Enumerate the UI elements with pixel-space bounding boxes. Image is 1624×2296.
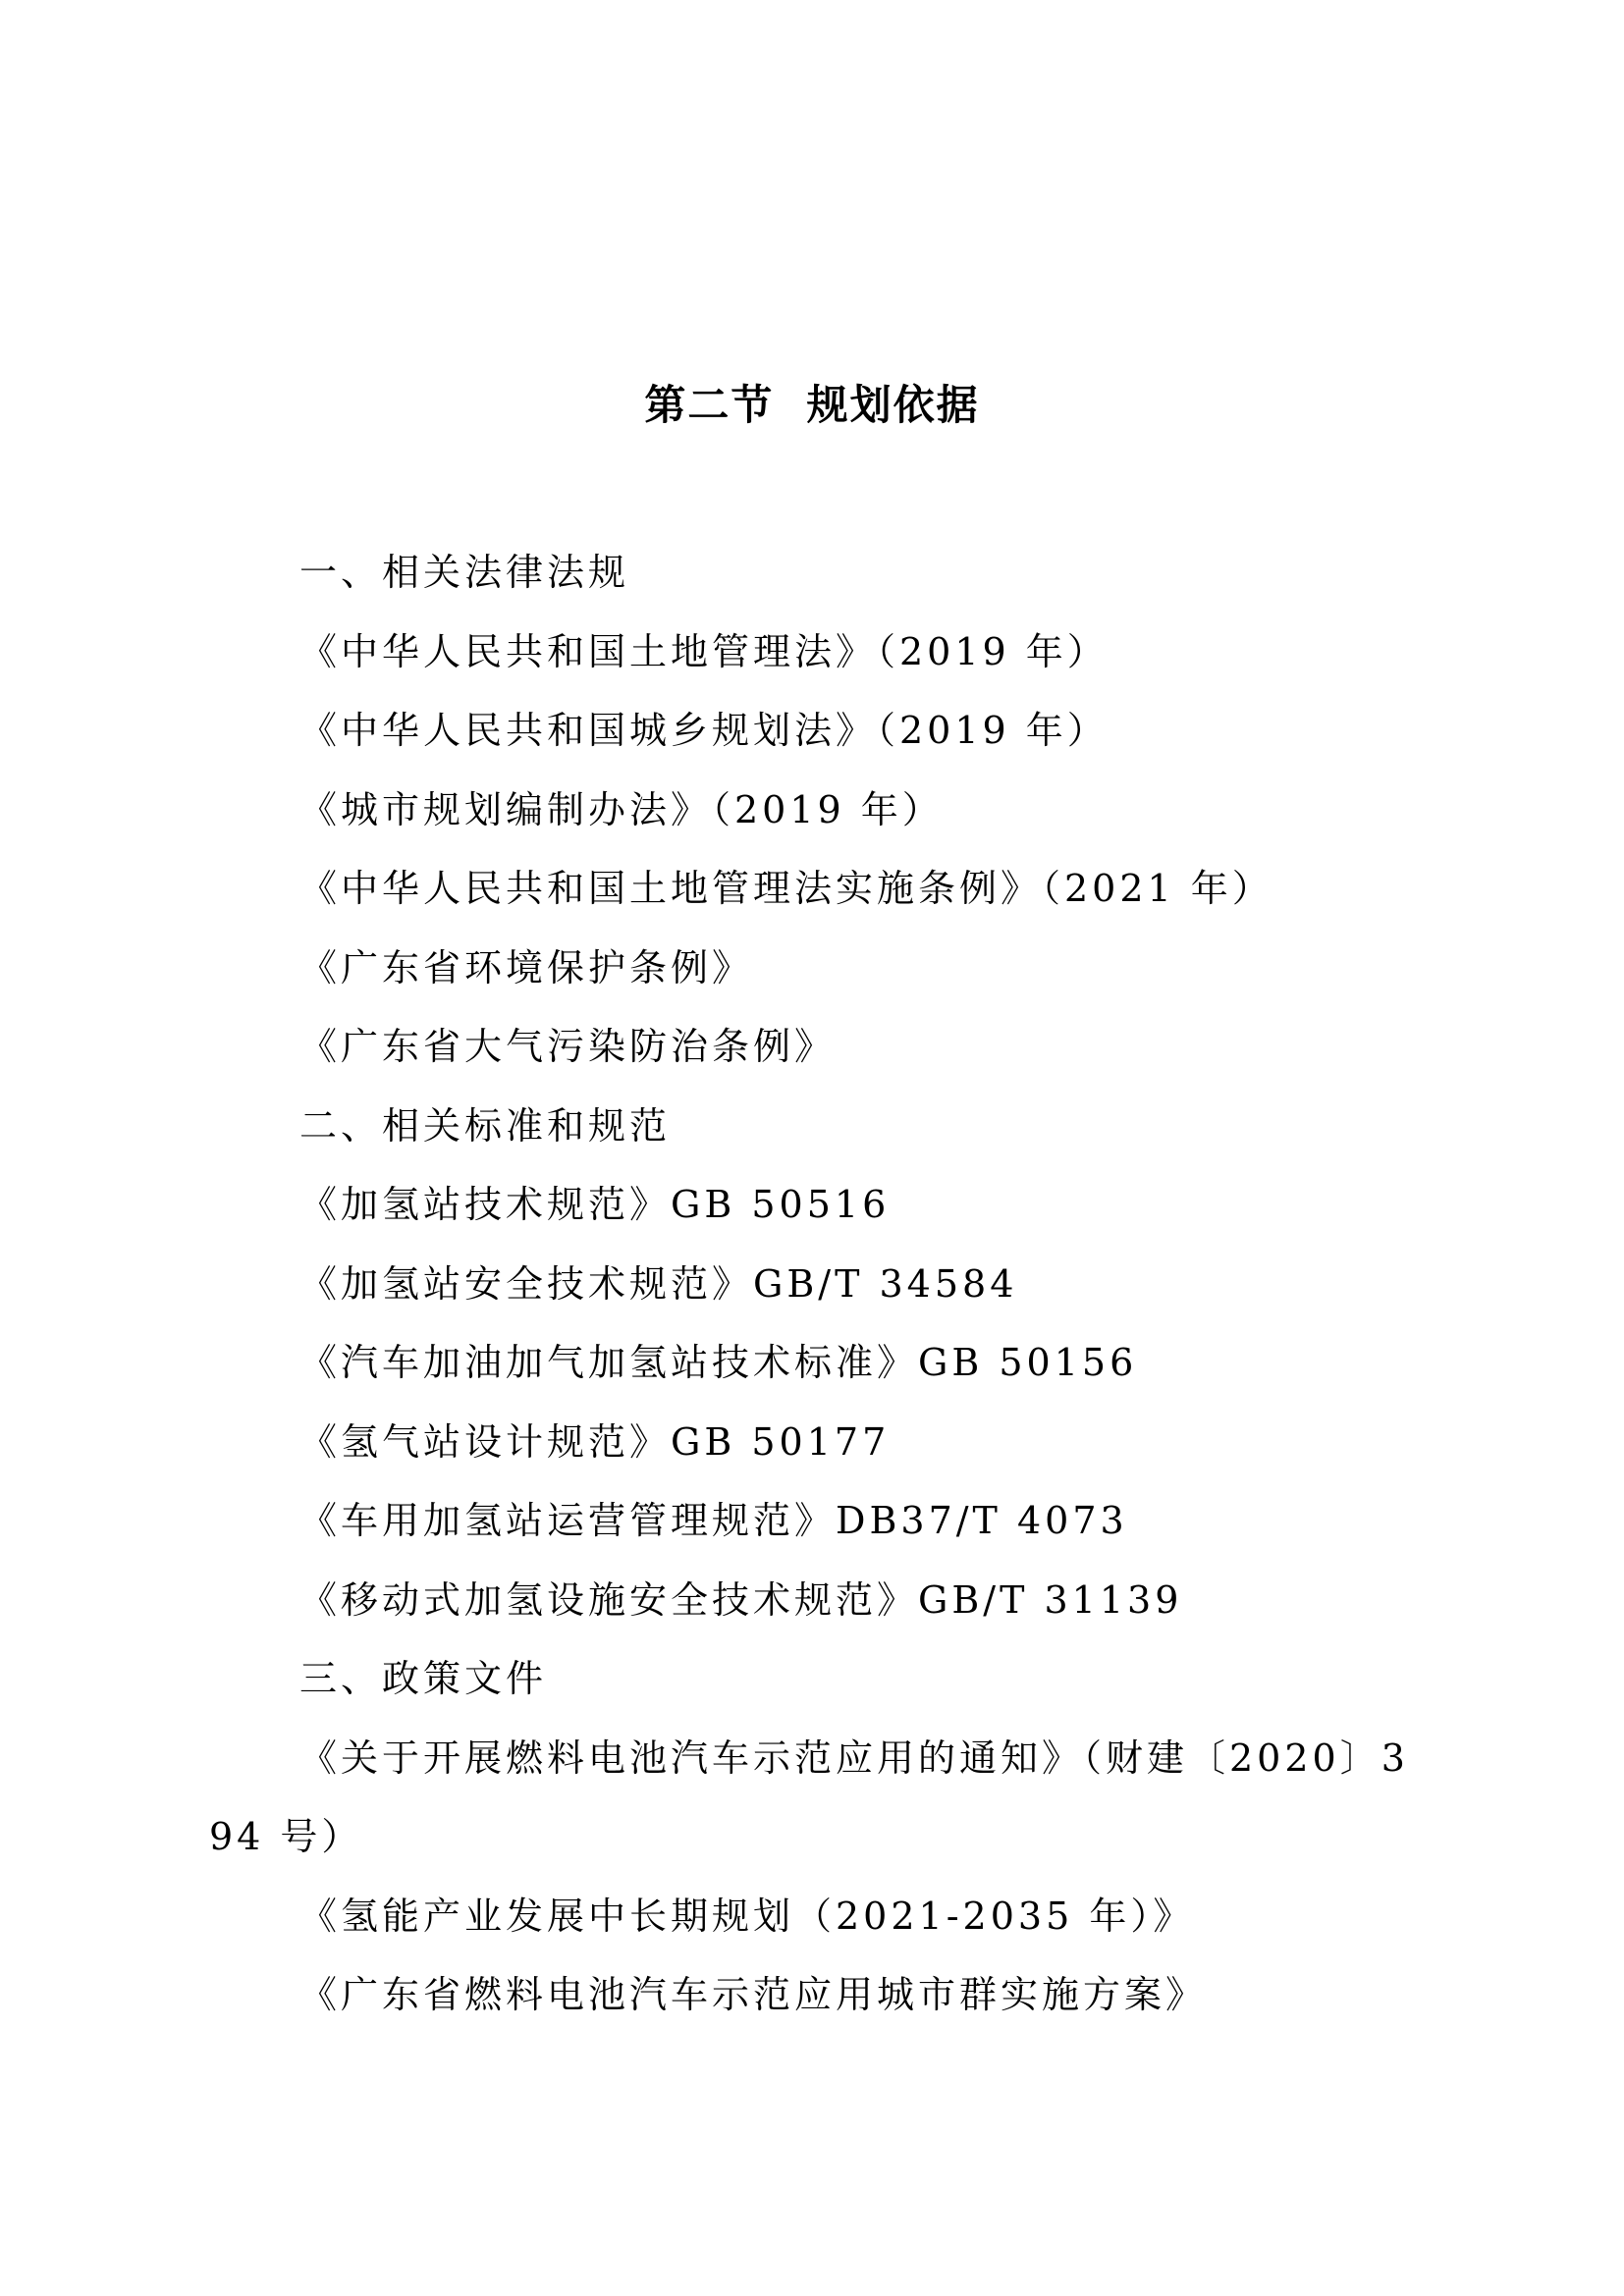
list-item: 《中华人民共和国城乡规划法》（2019 年） xyxy=(299,709,1109,752)
list-item: 《车用加氢站运营管理规范》DB37/T 4073 xyxy=(299,1499,1128,1542)
list-item: 《广东省大气污染防治条例》 xyxy=(299,1025,837,1068)
section-heading-standards: 二、相关标准和规范 xyxy=(299,1103,672,1148)
list-item: 《关于开展燃料电池汽车示范应用的通知》（财建〔2020〕394 号） xyxy=(209,1735,1409,1858)
document-body xyxy=(209,533,1427,2035)
list-item: 《加氢站技术规范》GB 50516 xyxy=(299,1183,891,1226)
section-heading-policies: 三、政策文件 xyxy=(299,1657,548,1700)
list-item: 《中华人民共和国土地管理法实施条例》（2021 年） xyxy=(299,867,1273,910)
list-item: 《氢气站设计规范》GB 50177 xyxy=(299,1419,891,1464)
section-heading-laws: 一、相关法律法规 xyxy=(299,551,630,594)
list-item: 《移动式加氢设施安全技术规范》GB/T 31139 xyxy=(299,1577,1183,1622)
page-title: 第二节 规划依据 xyxy=(644,381,980,429)
list-item: 《加氢站安全技术规范》GB/T 34584 xyxy=(299,1261,1018,1306)
list-item: 《汽车加油加气加氢站技术标准》GB 50156 xyxy=(299,1341,1138,1384)
list-item: 《广东省燃料电池汽车示范应用城市群实施方案》 xyxy=(299,1973,1208,2016)
list-item: 《城市规划编制办法》（2019 年） xyxy=(299,787,944,831)
list-item: 《广东省环境保护条例》 xyxy=(299,945,754,989)
list-item: 《氢能产业发展中长期规划（2021-2035 年）》 xyxy=(299,1894,1195,1938)
list-item: 《中华人民共和国土地管理法》（2019 年） xyxy=(299,629,1109,673)
